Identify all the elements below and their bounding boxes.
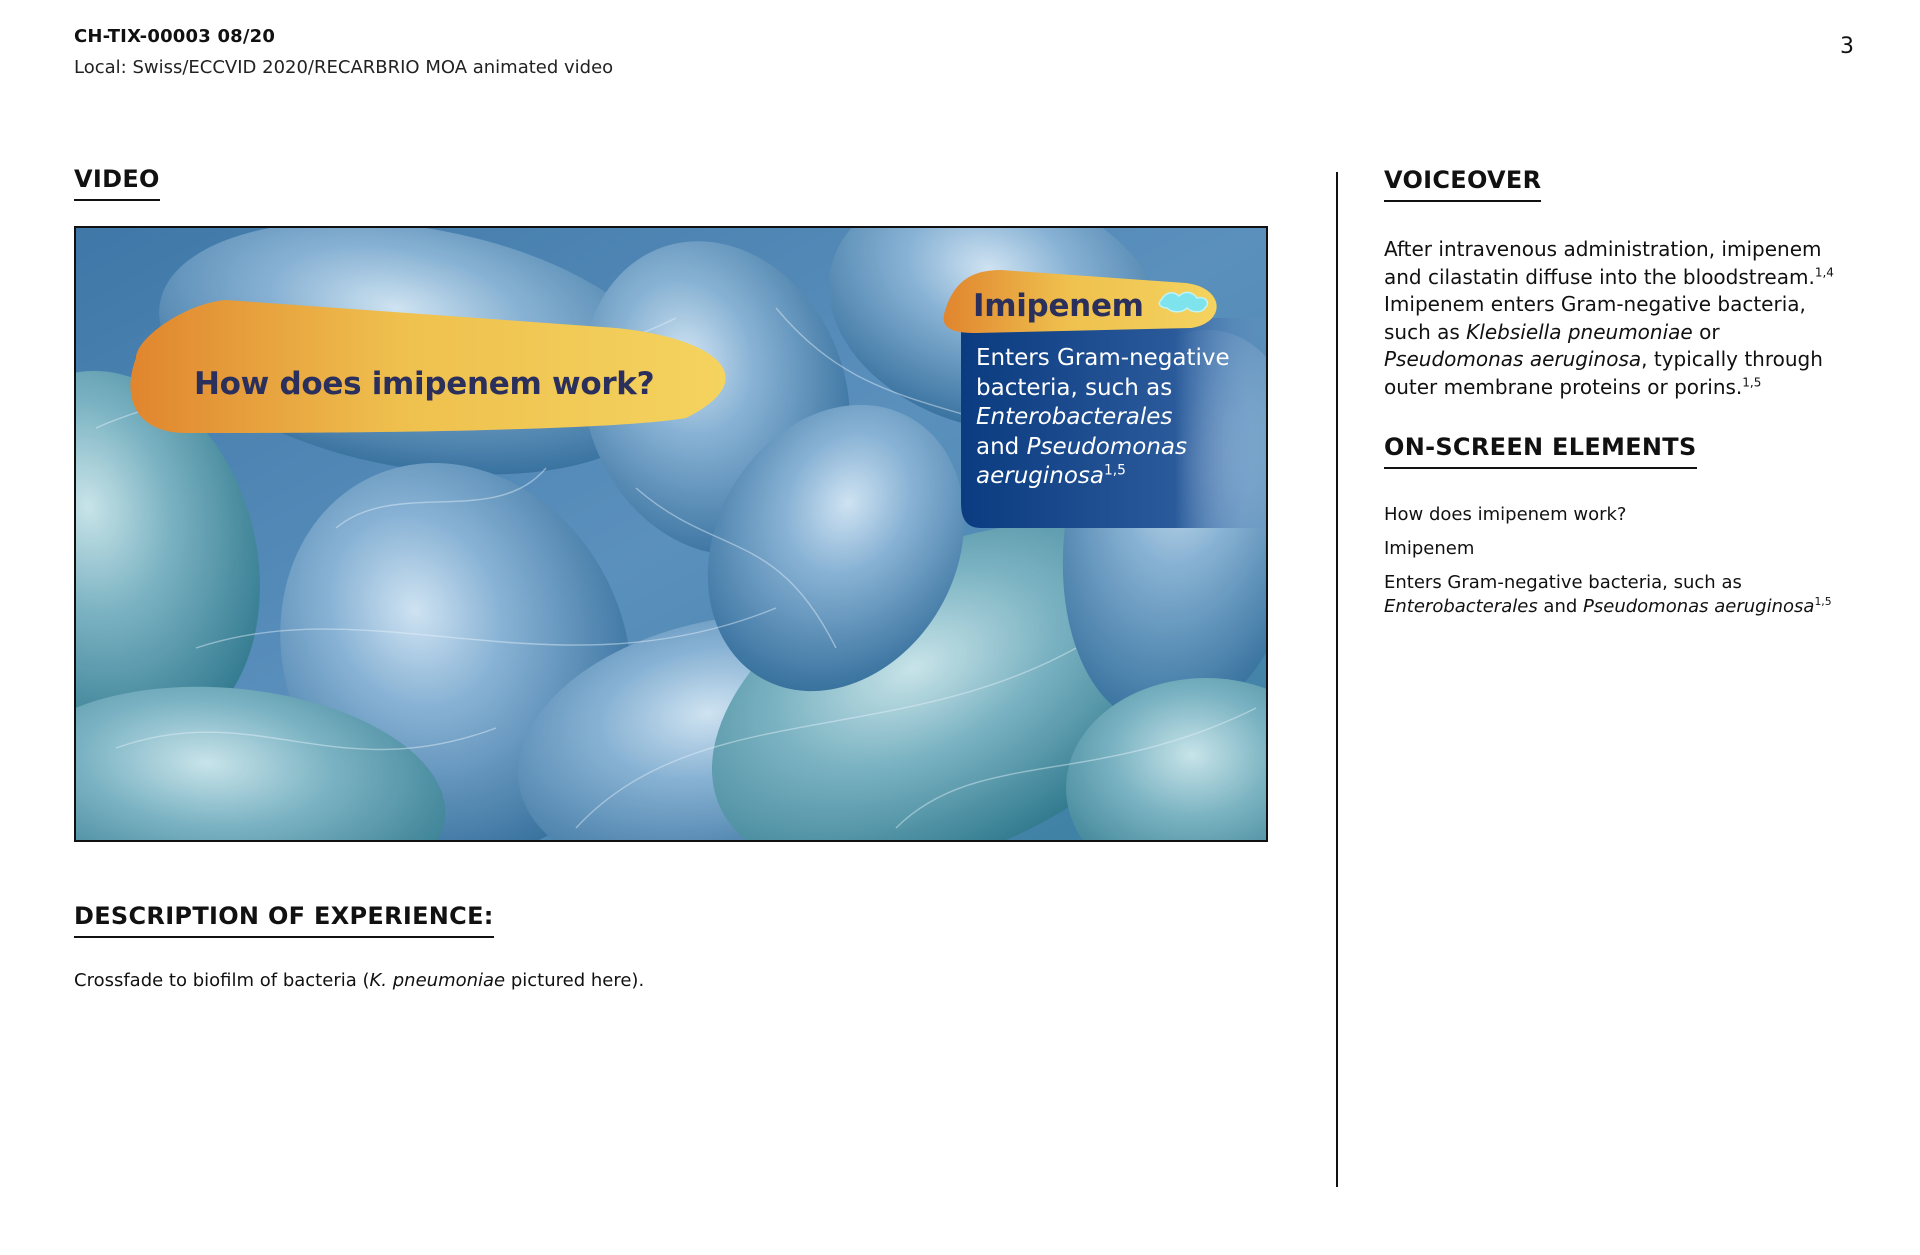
video-body-text: Enters Gram-negative bacteria, such as Enterobacterales and Pseudomonas aeruginosa$^{1,5}$ bbox=[976, 345, 1230, 489]
on-screen-item: Imipenem bbox=[1384, 538, 1475, 559]
description-text: Crossfade to biofilm of bacteria (K. pneumoniae pictured here). bbox=[74, 970, 645, 991]
on-screen-item: How does imipenem work? bbox=[1384, 504, 1627, 525]
video-frame bbox=[74, 226, 1268, 842]
page-number: 3 bbox=[1840, 34, 1854, 59]
on-screen-list bbox=[1384, 503, 1854, 629]
voiceover-text: After intravenous administration, imipenem and cilastatin diffuse into the bloodstream.$^{1,4}$ Imipenem enters Gram-negative bacteria, such as Klebsiella pneumoniae or Pseudomonas aeruginosa, typically through outer membrane proteins or porins.$^{1,5}$ bbox=[1384, 237, 1834, 399]
video-title-text: How does imipenem work? bbox=[194, 366, 655, 402]
description-heading: DESCRIPTION OF EXPERIENCE: bbox=[74, 902, 494, 938]
video-heading: VIDEO bbox=[74, 165, 160, 201]
document-code: CH-TIX-00003 08/20 bbox=[74, 26, 276, 47]
voiceover-heading: VOICEOVER bbox=[1384, 166, 1541, 202]
video-label-text: Imipenem bbox=[973, 288, 1144, 324]
on-screen-item: Enters Gram-negative bacteria, such as Enterobacterales and Pseudomonas aeruginosa$^{1,5}$ bbox=[1384, 572, 1832, 617]
local-path: Local: Swiss/ECCVID 2020/RECARBRIO MOA animated video bbox=[74, 57, 614, 78]
on-screen-heading: ON-SCREEN ELEMENTS bbox=[1384, 433, 1697, 469]
vertical-divider bbox=[1336, 172, 1338, 1187]
